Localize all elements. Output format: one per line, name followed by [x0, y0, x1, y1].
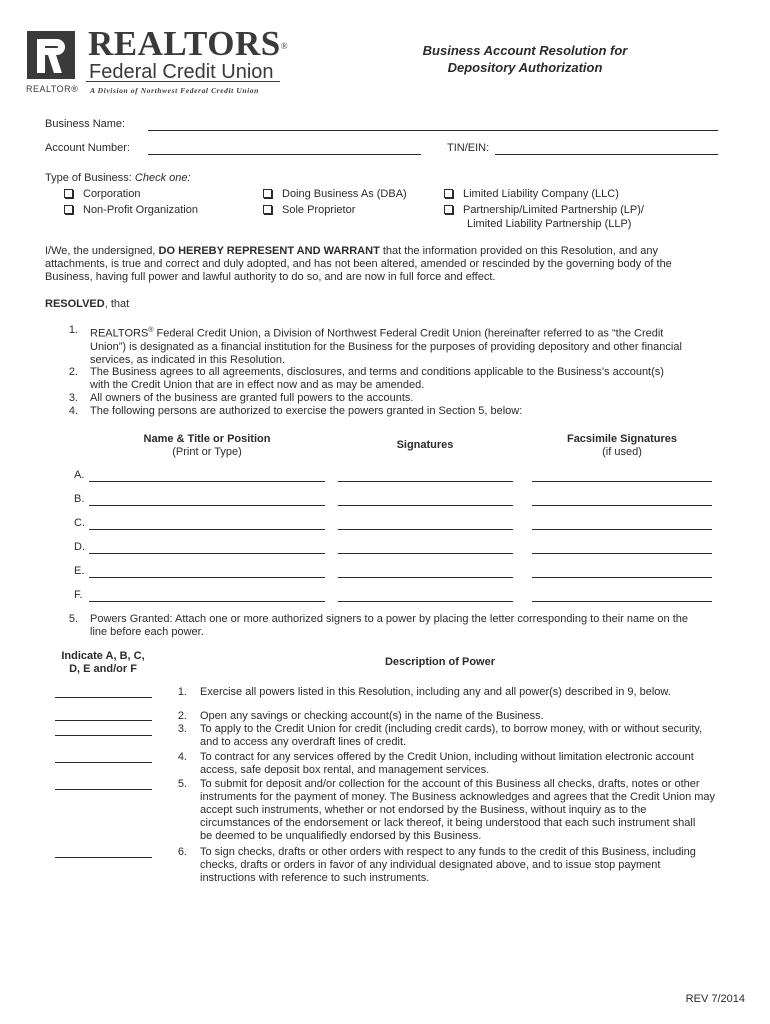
item-number: 2. [68, 366, 78, 378]
signer-b-signature-field[interactable] [338, 505, 513, 506]
checkbox-icon[interactable] [444, 189, 453, 198]
signer-e-facsimile-field[interactable] [532, 577, 712, 578]
item-number: 1. [68, 324, 78, 336]
signer-e-signature-field[interactable] [338, 577, 513, 578]
signer-row-label: B. [74, 493, 85, 505]
signer-c-signature-field[interactable] [338, 529, 513, 530]
document-title: Business Account Resolution for Depository Authorization [422, 43, 628, 75]
account-number-field[interactable] [148, 154, 421, 155]
power-3-text: To apply to the Credit Union for credit (including credit cards), to borrow money, with or without security, and to access any overdraft lines of credit. [200, 723, 703, 748]
tin-field[interactable] [495, 154, 718, 155]
description-of-power-header: Description of Power [384, 656, 496, 668]
signer-row-label: A. [74, 469, 85, 481]
item-number: 4. [68, 405, 78, 417]
checkbox-icon[interactable] [263, 205, 272, 214]
signer-a-facsimile-field[interactable] [532, 481, 712, 482]
item-number: 5. [68, 613, 78, 625]
signer-d-signature-field[interactable] [338, 553, 513, 554]
checkbox-icon[interactable] [64, 205, 73, 214]
power-2-text: Open any savings or checking account(s) in the name of the Business. [200, 710, 544, 722]
power-number: 4. [177, 751, 187, 763]
brand-subtitle: Federal Credit Union [89, 61, 274, 83]
signer-row-label: C. [74, 517, 85, 529]
logo-divider [86, 81, 280, 82]
option-llc[interactable]: Limited Liability Company (LLC) [444, 188, 619, 201]
signer-a-signature-field[interactable] [338, 481, 513, 482]
signer-row-label: F. [74, 589, 83, 601]
signer-f-facsimile-field[interactable] [532, 601, 712, 602]
realtor-r-logo-icon [27, 31, 75, 79]
signer-d-name-field[interactable] [89, 553, 325, 554]
option-corporation[interactable]: Corporation [64, 188, 140, 201]
option-partnership[interactable]: Partnership/Limited Partnership (LP)/ [444, 204, 644, 217]
power-6-letter-field[interactable] [55, 857, 152, 858]
power-5-letter-field[interactable] [55, 789, 152, 790]
revision-label: REV 7/2014 [685, 993, 745, 1005]
signer-b-name-field[interactable] [89, 505, 325, 506]
tin-label: TIN/EIN: [447, 142, 490, 154]
item-number: 3. [68, 392, 78, 404]
checkbox-icon[interactable] [444, 205, 453, 214]
resolved-heading: RESOLVED, that [45, 298, 130, 310]
option-non-profit[interactable]: Non-Profit Organization [64, 204, 198, 217]
power-number: 6. [177, 846, 187, 858]
signer-c-facsimile-field[interactable] [532, 529, 712, 530]
option-dba[interactable]: Doing Business As (DBA) [263, 188, 407, 201]
power-number: 3. [177, 723, 187, 735]
signer-f-name-field[interactable] [89, 601, 325, 602]
signer-b-facsimile-field[interactable] [532, 505, 712, 506]
signer-a-name-field[interactable] [89, 481, 325, 482]
intro-paragraph: I/We, the undersigned, DO HEREBY REPRESENT AND WARRANT that the information provided on this Resolution, and any attachments, is true and correct and duly adopted, and has not been altered, amended or rescinded by the governing body of the Business, having full power and lawful authority to do so, and are now in full force and effect. [45, 245, 672, 283]
account-number-label: Account Number: [45, 142, 130, 154]
item-1-text: REALTORS® Federal Credit Union, a Division of Northwest Federal Credit Union (hereinafter referred to as “the Credit Union”) is designated as a financial institution for the Business for the purposes of providing depository and other financial services, as indicated in this Resolution. [90, 327, 682, 366]
signer-c-name-field[interactable] [89, 529, 325, 530]
signer-d-facsimile-field[interactable] [532, 553, 712, 554]
signer-col-facsimile-header: Facsimile Signatures [566, 433, 678, 445]
power-number: 2. [177, 710, 187, 722]
power-number: 1. [177, 686, 187, 698]
realtor-mark-label: REALTOR® [26, 84, 79, 94]
signer-col-facsimile-subheader: (if used) [602, 446, 642, 458]
item-4-text: The following persons are authorized to exercise the powers granted in Section 5, below: [90, 405, 523, 417]
indicate-header: Indicate A, B, C, D, E and/or F [61, 650, 145, 675]
item-5-text: Powers Granted: Attach one or more authorized signers to a power by placing the letter corresponding to their name on the line before each power. [90, 613, 689, 638]
signer-row-label: E. [74, 565, 85, 577]
item-2-text: The Business agrees to all agreements, disclosures, and terms and conditions applicable to the Business’s account(s) with the Credit Union that are in effect now and as may be amended. [90, 366, 664, 391]
power-3-letter-field[interactable] [55, 735, 152, 736]
power-5-text: To submit for deposit and/or collection for the account of this Business all checks, drafts, notes or other instruments for the payment of money. The Business acknowledges and agrees that the Credit Union may accept such instruments, whether or not endorsed by the Business, without inquiry as to the circumstances of the endorsement or lack thereof, it being understood that each such instrument shall be deemed to be unqualifiedly endorsed by this Business. [200, 778, 716, 842]
option-sole-proprietor[interactable]: Sole Proprietor [263, 204, 355, 217]
option-partnership-line2: Limited Liability Partnership (LLP) [467, 218, 632, 230]
checkbox-icon[interactable] [64, 189, 73, 198]
power-1-letter-field[interactable] [55, 697, 152, 698]
power-4-text: To contract for any services offered by the Credit Union, including without limitation electronic account access, safe deposit box rental, and management services. [200, 751, 694, 776]
business-name-label: Business Name: [45, 118, 126, 130]
power-4-letter-field[interactable] [55, 762, 152, 763]
signer-col-name-subheader: (Print or Type) [172, 446, 242, 458]
signer-f-signature-field[interactable] [338, 601, 513, 602]
checkbox-icon[interactable] [263, 189, 272, 198]
item-3-text: All owners of the business are granted full powers to the accounts. [90, 392, 414, 404]
power-1-text: Exercise all powers listed in this Resolution, including any and all power(s) described in 9, below. [200, 686, 671, 698]
business-name-field[interactable] [148, 130, 718, 131]
signer-col-signatures-header: Signatures [396, 439, 454, 451]
signer-row-label: D. [74, 541, 85, 553]
brand-name: REALTORS® [88, 24, 289, 63]
power-number: 5. [177, 778, 187, 790]
signer-col-name-header: Name & Title or Position [143, 433, 271, 445]
power-2-letter-field[interactable] [55, 720, 152, 721]
type-of-business-label: Type of Business: Check one: [45, 172, 191, 184]
power-6-text: To sign checks, drafts or other orders with respect to any funds to the credit of this Business, including checks, drafts or orders in favor of any individual designated above, and to issue stop payment instructions with reference to such instruments. [200, 846, 696, 884]
brand-division: A Division of Northwest Federal Credit Union [90, 86, 259, 95]
signer-e-name-field[interactable] [89, 577, 325, 578]
